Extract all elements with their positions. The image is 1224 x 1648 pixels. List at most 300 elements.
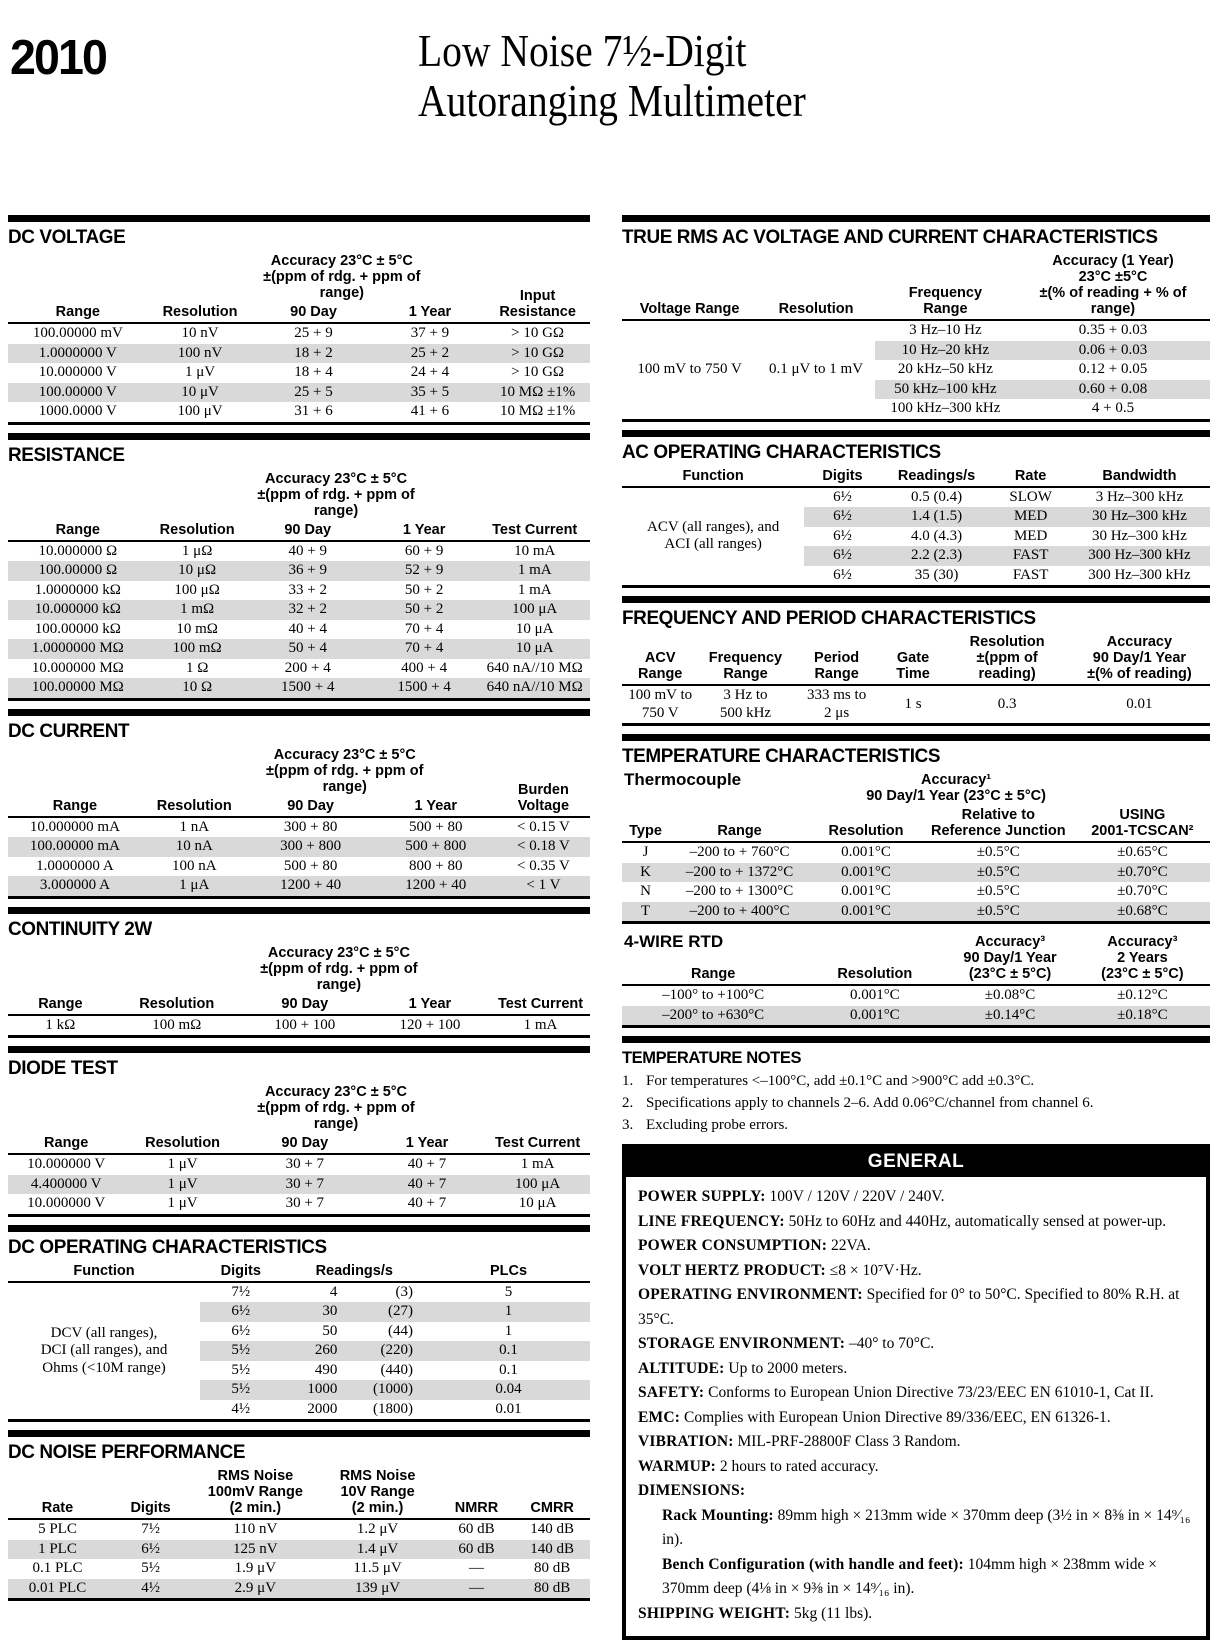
table-cell: > 10 GΩ: [511, 325, 565, 341]
table-cell: 3.000000 A: [8, 876, 142, 897]
table-cell: 10 MΩ ±1%: [500, 403, 576, 419]
general-spec-line: [638, 1259, 1194, 1284]
table-cell: (44): [388, 1322, 413, 1339]
table-cell: 1.4 μV: [316, 1540, 438, 1560]
table-cell: 1.0000000 A: [36, 857, 114, 874]
table-cell: –200 to + 1300°C: [685, 883, 794, 899]
section-dc-voltage: [8, 215, 590, 425]
table-row: [8, 1519, 590, 1540]
general-spec-line: [638, 1357, 1194, 1382]
table-cell: ±0.65°C: [1117, 844, 1168, 860]
table-cell: 10 nV: [181, 325, 219, 341]
general-spec-value: 89mm high × 213mm wide × 370mm deep (3½ in × 8⅜ in × 14⁹⁄₁₆ in).: [662, 1506, 1191, 1548]
table-cell: 1 μΩ: [181, 542, 213, 559]
table-cell: 100 mV to 750 V: [628, 687, 693, 721]
section-divider-bar: [8, 215, 590, 222]
table-cell: 80 dB: [514, 1579, 590, 1600]
section-dc-noise: [8, 1430, 590, 1601]
table-cell: 60 dB: [458, 1521, 495, 1537]
section-divider-bar: [8, 1225, 590, 1232]
note-text: Excluding probe errors.: [646, 1117, 789, 1133]
table-header-cell: Range: [717, 823, 762, 839]
table-cell: 0.001°C: [841, 844, 891, 860]
general-spec-line: [638, 1332, 1194, 1357]
table-header-cell: Relative to Reference Junction: [931, 807, 1066, 839]
table-cell: 2.2 (2.3): [881, 546, 993, 566]
table-header-cell: Range: [55, 521, 100, 538]
rtd-table: [622, 933, 1210, 1028]
table-header-cell: Rate: [1014, 467, 1047, 484]
thermocouple-table: [622, 771, 1210, 924]
general-spec-label: VOLT HERTZ PRODUCT:: [638, 1261, 826, 1279]
section-divider-bar: [8, 1046, 590, 1053]
table-header-cell: Digits: [130, 1500, 171, 1516]
table-cell: ±0.08°C: [984, 987, 1036, 1003]
table-cell: 1.4 (1.5): [881, 507, 993, 527]
table-cell: SLOW: [1009, 488, 1052, 505]
table-cell: 0.01: [1126, 695, 1153, 712]
table-row: [8, 678, 590, 699]
general-spec-line: [638, 1455, 1194, 1480]
table-cell: 6½: [804, 546, 880, 566]
table-cell: 6½: [231, 1322, 251, 1339]
table-cell: DCV (all ranges), DCI (all ranges), and Ohms (<10M range): [8, 1282, 200, 1421]
table-cell: 1 μV: [167, 1195, 198, 1211]
table-header-cell: Resolution: [828, 823, 904, 839]
table-cell: 100 μA: [479, 600, 590, 620]
general-spec-value: 50Hz to 60Hz and 440Hz, automatically sensed at power-up.: [784, 1212, 1167, 1230]
general-spec-line: [638, 1234, 1194, 1259]
table-cell: MED: [992, 507, 1068, 527]
table-header-cell: 90 Day: [284, 521, 332, 538]
table-header-cell: 90 Day: [281, 1135, 329, 1151]
table-cell: 30 Hz–300 kHz: [1069, 507, 1210, 527]
general-spec-value: ≤8 × 10⁷V·Hz.: [825, 1261, 922, 1279]
table-cell: MED: [1013, 527, 1048, 544]
table-cell: 0.001°C: [849, 987, 900, 1003]
table-cell: 3 Hz to 500 kHz: [719, 687, 772, 721]
general-spec-value: 22VA.: [827, 1237, 871, 1254]
table-cell: 0.35 + 0.03: [1078, 322, 1148, 338]
table-cell: 1 μV: [124, 1175, 240, 1195]
table-cell: 10 mΩ: [176, 620, 218, 637]
table-cell: 1 PLC: [8, 1540, 107, 1560]
table-cell: > 10 GΩ: [485, 344, 590, 364]
table-cell: 10 Ω: [148, 678, 247, 699]
page-title: [418, 26, 806, 126]
table-cell: 10.000000 V: [27, 1195, 106, 1211]
table-cell: 100.00000 Ω: [8, 561, 148, 581]
model-number: 2010: [10, 31, 106, 85]
section-divider-bar: [622, 734, 1210, 741]
table-row: [8, 363, 590, 383]
general-spec-line: [638, 1210, 1194, 1235]
table-header-cell: Range: [55, 304, 100, 320]
table-header-cell: Resolution: [145, 1135, 221, 1151]
dc-voltage-table: [8, 252, 590, 425]
table-cell: (220): [351, 1341, 427, 1361]
table-header-cell: 1 Year: [405, 1135, 449, 1151]
table-cell: 100 + 100: [274, 1016, 336, 1033]
table-cell: 25 + 5: [252, 383, 374, 403]
table-cell: 10 mA: [514, 542, 556, 559]
general-spec-value: 100V / 120V / 220V / 240V.: [765, 1188, 945, 1205]
table-cell: ±0.18°C: [1075, 1006, 1210, 1027]
table-header-cell: Range: [38, 995, 83, 1012]
table-row: [8, 837, 590, 857]
table-header-cell: CMRR: [530, 1500, 574, 1516]
general-spec-value: Conforms to European Union Directive 73/23/EEC EN 61010-1, Cat II.: [704, 1384, 1154, 1401]
table-header-cell: Test Current: [497, 995, 584, 1012]
table-cell: 60 dB: [439, 1540, 515, 1560]
table-row: [8, 1015, 590, 1037]
table-cell: ±0.68°C: [1075, 902, 1210, 923]
table-cell: 36 + 9: [247, 561, 369, 581]
section-divider-bar: [622, 430, 1210, 437]
note-number: 1.: [622, 1073, 634, 1089]
table-cell: 0.001°C: [841, 883, 891, 899]
table-cell: 490: [314, 1361, 338, 1378]
table-header-cell: 90 Day: [281, 995, 329, 1012]
page-title-line2: Autoranging Multimeter: [418, 75, 806, 126]
table-cell: 0.12 + 0.05: [1078, 361, 1148, 377]
table-header-cell: [8, 944, 241, 995]
table-cell: 1 mA: [479, 561, 590, 581]
table-row: [8, 541, 590, 562]
table-cell: 20 kHz–50 kHz: [897, 361, 993, 377]
table-cell: 1500 + 4: [369, 678, 480, 699]
general-spec-value: Specified for 0° to 50°C. Specified to 80% R.H. at 35°C.: [638, 1286, 1180, 1328]
note-number: 3.: [622, 1117, 634, 1133]
table-cell: 1 mA: [517, 581, 552, 598]
table-cell: 50 + 4: [247, 639, 369, 659]
table-row: [8, 600, 590, 620]
table-cell: 125 nV: [194, 1540, 316, 1560]
table-header-cell: Test Current: [495, 1135, 581, 1151]
table-cell: 100 mV to 750 V: [637, 361, 742, 377]
table-row: [622, 487, 1210, 508]
table-row: [8, 581, 590, 601]
ac-operating-table: [622, 467, 1210, 589]
diode-test-table: [8, 1083, 590, 1217]
resistance-table: [8, 470, 590, 701]
table-cell: 4.400000 V: [8, 1175, 124, 1195]
table-cell: 100.00000 kΩ: [34, 620, 121, 637]
table-cell: 1200 + 40: [247, 876, 375, 897]
table-header-cell: Accuracy 90 Day/1 Year ±(% of reading): [1087, 634, 1192, 682]
table-header-cell: 4-WIRE RTD: [624, 932, 724, 951]
general-spec-label: DIMENSIONS:: [638, 1482, 746, 1499]
table-cell: –200 to + 760°C: [689, 844, 790, 860]
table-row: [622, 1006, 1210, 1027]
table-cell: (1800): [373, 1400, 413, 1417]
section-divider-bar: [622, 1036, 1210, 1043]
section-dc-current: [8, 709, 590, 899]
table-cell: 1 mA: [520, 1156, 555, 1172]
table-cell: 18 + 4: [294, 364, 333, 380]
table-cell: 120 + 100: [399, 1016, 461, 1033]
section-dc-operating: [8, 1225, 590, 1423]
section-title: RESISTANCE: [8, 443, 125, 466]
right-column: [622, 215, 1210, 1648]
section-title: DC VOLTAGE: [8, 226, 126, 248]
table-cell: 640 nA//10 MΩ: [479, 678, 590, 699]
table-cell: 800 + 80: [409, 857, 463, 874]
table-cell: 1 nA: [179, 818, 210, 835]
table-cell: 1 s: [904, 695, 922, 712]
table-header-cell: Accuracy 23°C ± 5°C ±(ppm of rdg. + ppm of range): [266, 746, 424, 795]
table-cell: 60 + 9: [404, 542, 444, 559]
page-title-line1: Low Noise 7½-Digit: [418, 25, 747, 76]
general-spec-list: [626, 1177, 1206, 1636]
table-header-cell: RMS Noise 100mV Range (2 min.): [207, 1468, 303, 1516]
general-spec-label: POWER SUPPLY:: [638, 1188, 766, 1205]
section-true-rms: [622, 215, 1210, 422]
table-cell: 0.5 (0.4): [910, 488, 963, 505]
table-cell: < 0.18 V: [497, 837, 590, 857]
table-cell: < 0.35 V: [517, 857, 570, 874]
table-header-cell: Digits: [822, 467, 863, 484]
table-cell: 10 nA: [142, 837, 247, 857]
table-header-cell: PLCs: [489, 1262, 528, 1279]
section-divider-bar: [8, 433, 590, 440]
table-header-cell: [8, 252, 252, 303]
table-cell: 100 μV: [177, 403, 223, 419]
table-cell: 10 μΩ: [148, 561, 247, 581]
table-cell: 70 + 4: [404, 620, 444, 637]
table-cell: 35 + 5: [375, 383, 486, 403]
table-cell: 6½: [200, 1302, 281, 1322]
table-row: [8, 1282, 590, 1303]
table-cell: 1 mΩ: [148, 600, 247, 620]
table-cell: 100 nA: [171, 857, 217, 874]
table-cell: > 10 GΩ: [511, 364, 565, 380]
section-title: TEMPERATURE CHARACTERISTICS: [622, 745, 941, 767]
table-header-cell: Resolution: [139, 995, 215, 1012]
table-cell: K: [622, 863, 669, 883]
table-row: [622, 320, 1210, 341]
table-cell: 300 + 800: [247, 837, 375, 857]
table-cell: 10.000000 mA: [29, 818, 120, 835]
section-temperature-notes: [622, 1036, 1210, 1136]
table-cell: 0.3: [997, 695, 1017, 712]
table-header-cell: RMS Noise 10V Range (2 min.): [339, 1468, 416, 1516]
section-general: [622, 1144, 1210, 1640]
general-spec-label: SHIPPING WEIGHT:: [638, 1604, 791, 1622]
table-cell: 260: [282, 1341, 352, 1361]
table-cell: 10 Hz–20 kHz: [875, 341, 1016, 361]
table-cell: 1 kΩ: [45, 1016, 76, 1033]
table-cell: 18 + 2: [252, 344, 374, 364]
table-cell: 40 + 7: [407, 1195, 447, 1211]
table-cell: 400 + 4: [401, 659, 448, 676]
table-header-cell: Input Resistance: [499, 288, 576, 320]
table-header-cell: Frequency Range: [708, 650, 783, 682]
section-title: DC OPERATING CHARACTERISTICS: [8, 1235, 327, 1258]
table-cell: 0.001°C: [804, 1006, 945, 1027]
table-cell: 30 + 7: [285, 1156, 325, 1172]
general-spec-line: [638, 1381, 1194, 1406]
table-row: [8, 1194, 590, 1215]
general-spec-value: 2 hours to rated accuracy.: [716, 1457, 879, 1475]
table-cell: 1: [504, 1322, 513, 1339]
table-row: [622, 985, 1210, 1006]
section-title: TEMPERATURE NOTES: [622, 1048, 802, 1067]
table-row: [8, 561, 590, 581]
table-cell: 10.000000 MΩ: [31, 659, 124, 676]
table-header-cell: Accuracy³ 2 Years (23°C ± 5°C): [1101, 934, 1184, 982]
section-divider-bar: [8, 1430, 590, 1437]
table-header-cell: Accuracy 23°C ± 5°C ±(ppm of rdg. + ppm of range): [257, 470, 415, 519]
dc-noise-table: [8, 1467, 590, 1601]
table-header-cell: Burden Voltage: [517, 781, 570, 814]
table-cell: 500 + 80: [283, 857, 338, 874]
table-header-cell: Frequency Range: [908, 285, 983, 317]
table-header-cell: Accuracy 23°C ± 5°C ±(ppm of rdg. + ppm of range): [263, 253, 421, 301]
general-spec-line: [638, 1283, 1194, 1332]
general-spec-line: [638, 1602, 1194, 1627]
section-title: AC OPERATING CHARACTERISTICS: [622, 440, 941, 463]
table-cell: (3): [395, 1283, 413, 1300]
table-cell: 6½: [107, 1540, 194, 1560]
table-cell: 1: [427, 1302, 590, 1322]
table-cell: 25 + 2: [375, 344, 486, 364]
table-header-cell: Function: [682, 467, 744, 484]
section-title: DIODE TEST: [8, 1057, 118, 1079]
table-row: [8, 1559, 590, 1579]
table-cell: 5½: [141, 1560, 160, 1576]
table-cell: 100 mΩ: [152, 1016, 202, 1033]
table-header-cell: Resolution ±(ppm of reading): [969, 634, 1045, 682]
general-spec-label: POWER CONSUMPTION:: [638, 1237, 828, 1254]
table-row: [8, 323, 590, 344]
table-cell: 10 μA: [518, 1195, 557, 1211]
table-cell: 3 Hz–10 Hz: [909, 322, 982, 338]
table-cell: FAST: [1012, 566, 1049, 583]
general-spec-label: LINE FREQUENCY:: [638, 1212, 785, 1230]
table-header-cell: Readings/s: [315, 1262, 393, 1279]
table-cell: 140 dB: [514, 1540, 590, 1560]
table-cell: 52 + 9: [369, 561, 480, 581]
table-cell: 50 + 2: [404, 581, 444, 598]
table-cell: 11.5 μV: [353, 1560, 402, 1576]
table-cell: 4: [329, 1283, 338, 1300]
table-cell: ±0.5°C: [976, 883, 1020, 899]
general-spec-line: [638, 1504, 1194, 1553]
table-row: [8, 857, 590, 877]
table-cell: 37 + 9: [410, 325, 450, 341]
table-header-cell: Thermocouple: [624, 770, 742, 789]
table-cell: 100.00000 mV: [32, 325, 123, 341]
table-cell: 40 + 7: [369, 1175, 485, 1195]
note-line: [622, 1114, 1210, 1136]
table-cell: –200 to + 400°C: [669, 902, 810, 923]
table-row: [8, 1175, 590, 1195]
table-cell: 70 + 4: [369, 639, 480, 659]
table-header-cell: [485, 1083, 590, 1134]
table-header-cell: Gate Time: [896, 650, 930, 682]
table-cell: 100 mΩ: [148, 639, 247, 659]
section-resistance: [8, 433, 590, 701]
table-cell: N: [640, 883, 651, 899]
table-cell: 6½: [804, 507, 880, 527]
table-cell: 1500 + 4: [247, 678, 369, 699]
table-row: [8, 1540, 590, 1560]
table-header-cell: Function: [73, 1262, 135, 1279]
table-cell: 35 (30): [914, 566, 959, 583]
general-spec-line: [638, 1430, 1194, 1455]
table-cell: 100 nV: [148, 344, 253, 364]
table-cell: ±0.5°C: [922, 902, 1075, 923]
table-cell: 333 ms to 2 μs: [807, 687, 867, 721]
table-cell: 1.2 μV: [356, 1521, 399, 1537]
table-cell: 4.0 (4.3): [910, 527, 963, 544]
true-rms-table: [622, 252, 1210, 422]
table-cell: 80 dB: [534, 1560, 571, 1576]
table-header-cell: [8, 470, 247, 521]
table-cell: 30 Hz–300 kHz: [1091, 527, 1187, 544]
table-cell: 140 dB: [530, 1521, 575, 1537]
general-spec-value: 5kg (11 lbs).: [790, 1604, 873, 1622]
table-cell: 1.9 μV: [234, 1560, 277, 1576]
general-spec-label: EMC:: [638, 1408, 681, 1426]
table-header-cell: Accuracy¹ 90 Day/1 Year (23°C ± 5°C): [866, 772, 1046, 804]
table-cell: 4½: [107, 1579, 194, 1600]
table-cell: J: [642, 844, 649, 860]
table-cell: 100 μΩ: [174, 581, 220, 598]
note-number: 2.: [622, 1095, 634, 1111]
table-cell: 300 Hz–300 kHz: [1088, 566, 1191, 583]
table-header-cell: Test Current: [492, 521, 578, 538]
table-cell: ±0.14°C: [945, 1006, 1074, 1027]
table-cell: 0.1 μV to 1 mV: [769, 361, 864, 377]
frequency-period-table: [622, 633, 1210, 726]
table-header-cell: Resolution: [778, 301, 854, 317]
table-cell: ACV (all ranges), and ACI (all ranges): [622, 487, 804, 587]
general-spec-label: Bench Configuration (with handle and feet):: [662, 1555, 964, 1573]
table-cell: FAST: [992, 546, 1068, 566]
section-frequency-period: [622, 596, 1210, 726]
table-cell: < 0.15 V: [517, 818, 570, 835]
table-cell: 24 + 4: [410, 364, 450, 380]
table-cell: 50 kHz–100 kHz: [875, 380, 1016, 400]
table-cell: T: [622, 902, 669, 923]
general-spec-label: VIBRATION:: [638, 1433, 734, 1450]
general-spec-label: STORAGE ENVIRONMENT:: [638, 1335, 846, 1352]
table-cell: —: [469, 1560, 484, 1576]
general-spec-line: [638, 1406, 1194, 1431]
table-cell: (440): [380, 1361, 413, 1378]
table-cell: 1 Ω: [185, 659, 209, 676]
table-cell: 5½: [200, 1341, 281, 1361]
table-cell: 31 + 6: [294, 403, 333, 419]
table-header-cell: Range: [52, 797, 98, 814]
table-cell: 6½: [833, 527, 852, 544]
table-header-cell: Accuracy 23°C ± 5°C ±(ppm of rdg. + ppm of range): [257, 1084, 415, 1132]
table-cell: 25 + 9: [294, 325, 333, 341]
table-cell: 1 μV: [184, 364, 216, 380]
section-divider-bar: [622, 215, 1210, 222]
table-row: [622, 842, 1210, 863]
table-header-cell: [491, 944, 590, 995]
table-row: [622, 882, 1210, 902]
table-row: [8, 1154, 590, 1175]
table-header-cell: Accuracy (1 Year) 23°C ±5°C ±(% of reading + % of range): [1039, 253, 1187, 317]
table-cell: 640 nA//10 MΩ: [486, 659, 583, 676]
table-cell: 139 μV: [316, 1579, 438, 1600]
table-cell: ±0.70°C: [1075, 863, 1210, 883]
dc-current-table: [8, 746, 590, 899]
